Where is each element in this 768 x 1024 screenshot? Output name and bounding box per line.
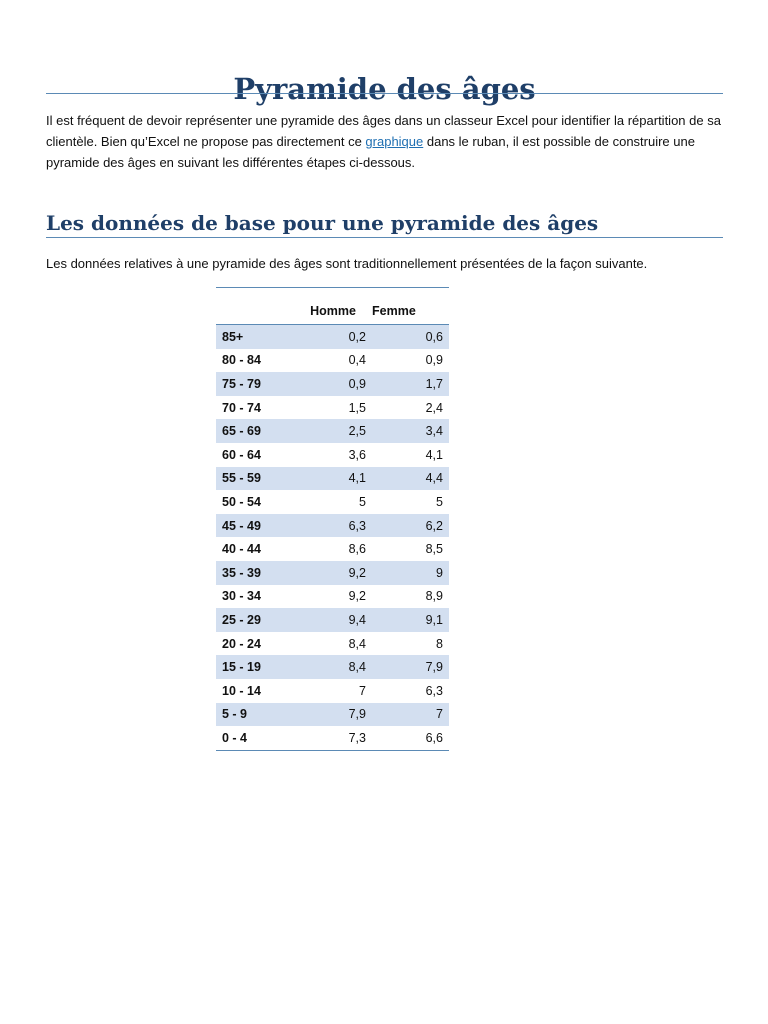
femme-cell: 9,1 — [372, 608, 449, 632]
age-cell: 85+ — [216, 325, 294, 349]
age-cell: 20 - 24 — [222, 636, 261, 651]
graphique-link[interactable]: graphique — [365, 134, 424, 149]
table-row — [216, 655, 449, 679]
title-divider — [46, 93, 723, 94]
femme-cell: 9 — [372, 561, 449, 585]
femme-cell: 3,4 — [372, 419, 449, 443]
age-cell: 60 - 64 — [222, 447, 261, 462]
homme-cell: 8,4 — [348, 636, 366, 651]
femme-cell: 8 — [436, 636, 443, 651]
table-row — [216, 490, 449, 514]
age-pyramid-table — [216, 287, 449, 751]
homme-cell: 8,6 — [348, 542, 366, 557]
age-cell: 0 - 4 — [216, 726, 294, 750]
table-row — [216, 537, 449, 561]
femme-cell: 7 — [372, 703, 449, 727]
age-cell: 35 - 39 — [216, 561, 294, 585]
femme-cell: 5 — [436, 494, 443, 509]
table-row — [216, 396, 449, 420]
homme-cell: 9,2 — [294, 561, 372, 585]
homme-cell: 4,1 — [294, 467, 372, 491]
table-row — [216, 561, 449, 585]
age-cell: 40 - 44 — [222, 542, 261, 557]
age-cell: 80 - 84 — [222, 353, 261, 368]
femme-cell: 1,7 — [372, 372, 449, 396]
table-body — [216, 325, 449, 751]
homme-cell: 1,5 — [348, 400, 366, 415]
age-cell: 55 - 59 — [216, 467, 294, 491]
table-row — [216, 632, 449, 656]
table-row — [216, 443, 449, 467]
age-cell: 10 - 14 — [222, 683, 261, 698]
homme-cell: 3,6 — [348, 447, 366, 462]
age-cell: 50 - 54 — [222, 494, 261, 509]
femme-cell: 6,3 — [425, 683, 443, 698]
homme-cell: 7,3 — [294, 726, 372, 750]
table-row — [216, 585, 449, 609]
table-row — [216, 325, 449, 349]
header-homme: Homme — [294, 288, 372, 325]
header-femme: Femme — [372, 288, 449, 325]
intro-paragraph — [46, 110, 723, 173]
femme-cell: 8,9 — [425, 589, 443, 604]
homme-cell: 9,2 — [348, 589, 366, 604]
femme-cell: 0,6 — [372, 325, 449, 349]
page-title: Pyramide des âges — [233, 72, 536, 107]
table-row — [216, 514, 449, 538]
homme-cell: 5 — [359, 494, 366, 509]
femme-cell: 6,2 — [372, 514, 449, 538]
age-cell: 30 - 34 — [222, 589, 261, 604]
table-row — [216, 726, 449, 750]
section-paragraph: Les données relatives à une pyramide des âges sont traditionnellement présentées de la façon suivante. — [46, 256, 648, 271]
homme-cell: 7 — [359, 683, 366, 698]
femme-cell: 6,6 — [372, 726, 449, 750]
homme-cell: 2,5 — [294, 419, 372, 443]
table-row — [216, 372, 449, 396]
table-row — [216, 679, 449, 703]
femme-cell: 4,4 — [372, 467, 449, 491]
femme-cell: 4,1 — [425, 447, 443, 462]
section-divider — [46, 237, 723, 238]
age-cell: 70 - 74 — [222, 400, 261, 415]
homme-cell: 0,2 — [294, 325, 372, 349]
table-row — [216, 608, 449, 632]
table-row — [216, 467, 449, 491]
table-row — [216, 349, 449, 373]
homme-cell: 8,4 — [294, 655, 372, 679]
femme-cell: 2,4 — [425, 400, 443, 415]
intro-text-after-link: dans le ruban, il est possible de construire une pyramide des âges en suivant les différentes étapes ci-dessous. — [46, 134, 695, 170]
age-cell: 15 - 19 — [216, 655, 294, 679]
age-cell: 45 - 49 — [216, 514, 294, 538]
age-cell: 5 - 9 — [216, 703, 294, 727]
femme-cell: 8,5 — [425, 542, 443, 557]
intro-text-before-link: Il est fréquent de devoir représenter une pyramide des âges dans un classeur Excel pour identifier la répartition de sa clientèle. Bien qu’Excel ne propose pas directement ce — [46, 113, 721, 149]
homme-cell: 7,9 — [294, 703, 372, 727]
table-header-row — [216, 288, 449, 325]
femme-cell: 7,9 — [372, 655, 449, 679]
homme-cell: 9,4 — [294, 608, 372, 632]
homme-cell: 6,3 — [294, 514, 372, 538]
homme-cell: 0,9 — [294, 372, 372, 396]
age-cell: 65 - 69 — [216, 419, 294, 443]
age-cell: 25 - 29 — [216, 608, 294, 632]
femme-cell: 0,9 — [425, 353, 443, 368]
homme-cell: 0,4 — [348, 353, 366, 368]
table-row — [216, 703, 449, 727]
age-cell: 75 - 79 — [216, 372, 294, 396]
header-age — [216, 288, 294, 325]
table-row — [216, 419, 449, 443]
section-heading: Les données de base pour une pyramide des âges — [46, 211, 599, 235]
